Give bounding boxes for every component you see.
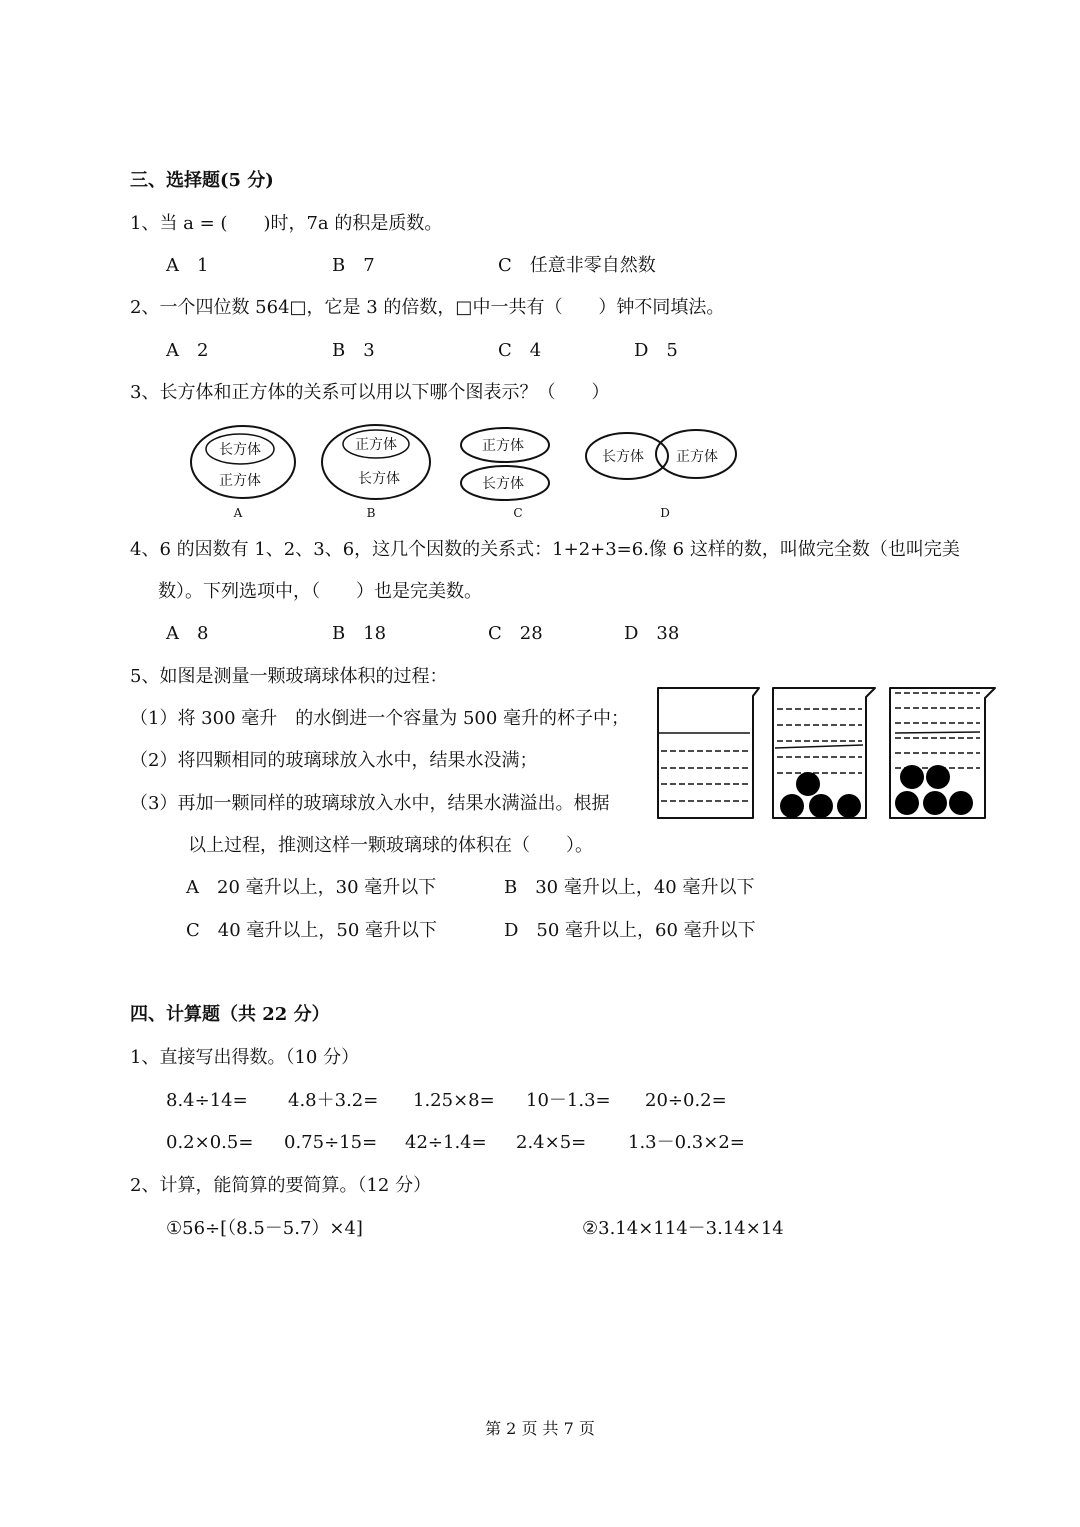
venn-letter-d: D — [660, 506, 670, 520]
section-title: 三、选择题(5 分) — [130, 170, 274, 191]
question-5-step1: （1）将 300 毫升 的水倒进一个容量为 500 毫升的杯子中； — [130, 708, 630, 729]
venn-d-right-label: 正方体 — [676, 449, 718, 465]
q4-option-b: B 18 — [332, 623, 387, 644]
q4-option-a: A 8 — [166, 623, 209, 644]
venn-b-outer-label: 长方体 — [358, 471, 400, 487]
question-5-step2: （2）将四颗相同的玻璃球放入水中，结果水没满； — [130, 750, 538, 771]
calc-item: 10－1.3= — [526, 1090, 611, 1111]
venn-letter-b: B — [366, 506, 376, 520]
venn-option-b — [322, 425, 430, 520]
calc-item: 1.3－0.3×2= — [628, 1132, 745, 1153]
venn-d-left-label: 长方体 — [602, 449, 644, 465]
q1-option-c: C 任意非零自然数 — [498, 255, 656, 276]
venn-option-a — [191, 426, 295, 520]
glass-ball — [949, 791, 973, 815]
venn-letter-a: A — [233, 506, 243, 520]
calc-item: 20÷0.2= — [645, 1090, 727, 1111]
question-2-text: 2、一个四位数 564□，它是 3 的倍数，□中一共有（ ）钟不同填法。 — [130, 297, 725, 318]
question-1-text: 1、当 a = ( )时，7a 的积是质数。 — [130, 213, 443, 234]
question-5-step4: 以上过程，推测这样一颗玻璃球的体积在（ ）。 — [188, 835, 593, 856]
q2-option-d: D 5 — [634, 340, 678, 361]
calc-problem-1: ①56÷[（8.5－5.7）×4] — [166, 1218, 363, 1239]
beaker-figure — [655, 683, 1000, 823]
q5-option-c: C 40 毫升以上，50 毫升以下 — [186, 920, 438, 941]
calc-item: 4.8＋3.2= — [288, 1090, 379, 1111]
calc-item: 1.25×8= — [413, 1090, 495, 1111]
venn-option-c — [461, 428, 549, 520]
q5-option-a: A 20 毫升以上，30 毫升以下 — [186, 877, 437, 898]
question-4-line1: 4、6 的因数有 1、2、3、6，这几个因数的关系式：1+2+3=6.像 6 这样的数，叫做完全数（也叫完美 — [130, 539, 960, 560]
page-number: 第 2 页 共 7 页 — [485, 1419, 595, 1438]
question-5-intro: 5、如图是测量一颗玻璃球体积的过程： — [130, 666, 448, 687]
venn-a-inner-label: 长方体 — [219, 442, 261, 458]
q1-option-b: B 7 — [332, 255, 375, 276]
venn-letter-c: C — [513, 506, 523, 520]
venn-c-bottom-label: 长方体 — [482, 476, 524, 492]
q1-option-a: A 1 — [166, 255, 209, 276]
venn-a-outer-label: 正方体 — [219, 473, 261, 489]
glass-ball — [796, 772, 820, 796]
q2-option-c: C 4 — [498, 340, 542, 361]
glass-ball — [837, 794, 861, 818]
beaker-1 — [658, 688, 759, 818]
calc-item: 42÷1.4= — [405, 1132, 487, 1153]
glass-ball — [923, 791, 947, 815]
q4-option-c: C 28 — [488, 623, 543, 644]
calc-item: 0.75÷15= — [284, 1132, 378, 1153]
venn-option-d — [586, 430, 736, 520]
question-5-step3: （3）再加一颗同样的玻璃球放入水中，结果水满溢出。根据 — [130, 793, 610, 814]
calc-item: 0.2×0.5= — [166, 1132, 254, 1153]
glass-ball — [895, 791, 919, 815]
q5-option-b: B 30 毫升以上，40 毫升以下 — [504, 877, 755, 898]
q2-option-a: A 2 — [166, 340, 209, 361]
venn-c-top-label: 正方体 — [482, 438, 524, 454]
question-3-text: 3、长方体和正方体的关系可以用以下哪个图表示？（ ） — [130, 382, 610, 403]
calc-item: 2.4×5= — [516, 1132, 587, 1153]
q2-option-b: B 3 — [332, 340, 375, 361]
question-4-line2: 数）。下列选项中，（ ）也是完美数。 — [158, 581, 482, 602]
q5-option-d: D 50 毫升以上，60 毫升以下 — [504, 920, 756, 941]
venn-diagrams — [180, 420, 750, 525]
section-4-title: 四、计算题（共 22 分） — [130, 1004, 330, 1025]
calc-question-2-text: 2、计算，能简算的要简算。（12 分） — [130, 1175, 432, 1196]
calc-question-1-text: 1、直接写出得数。（10 分） — [130, 1047, 360, 1068]
calc-item: 8.4÷14= — [166, 1090, 248, 1111]
glass-ball — [900, 765, 924, 789]
calc-problem-2: ②3.14×114－3.14×14 — [582, 1218, 784, 1239]
glass-ball — [926, 765, 950, 789]
glass-ball — [809, 794, 833, 818]
glass-ball — [780, 794, 804, 818]
q4-option-d: D 38 — [624, 623, 680, 644]
venn-b-inner-label: 正方体 — [355, 437, 397, 453]
